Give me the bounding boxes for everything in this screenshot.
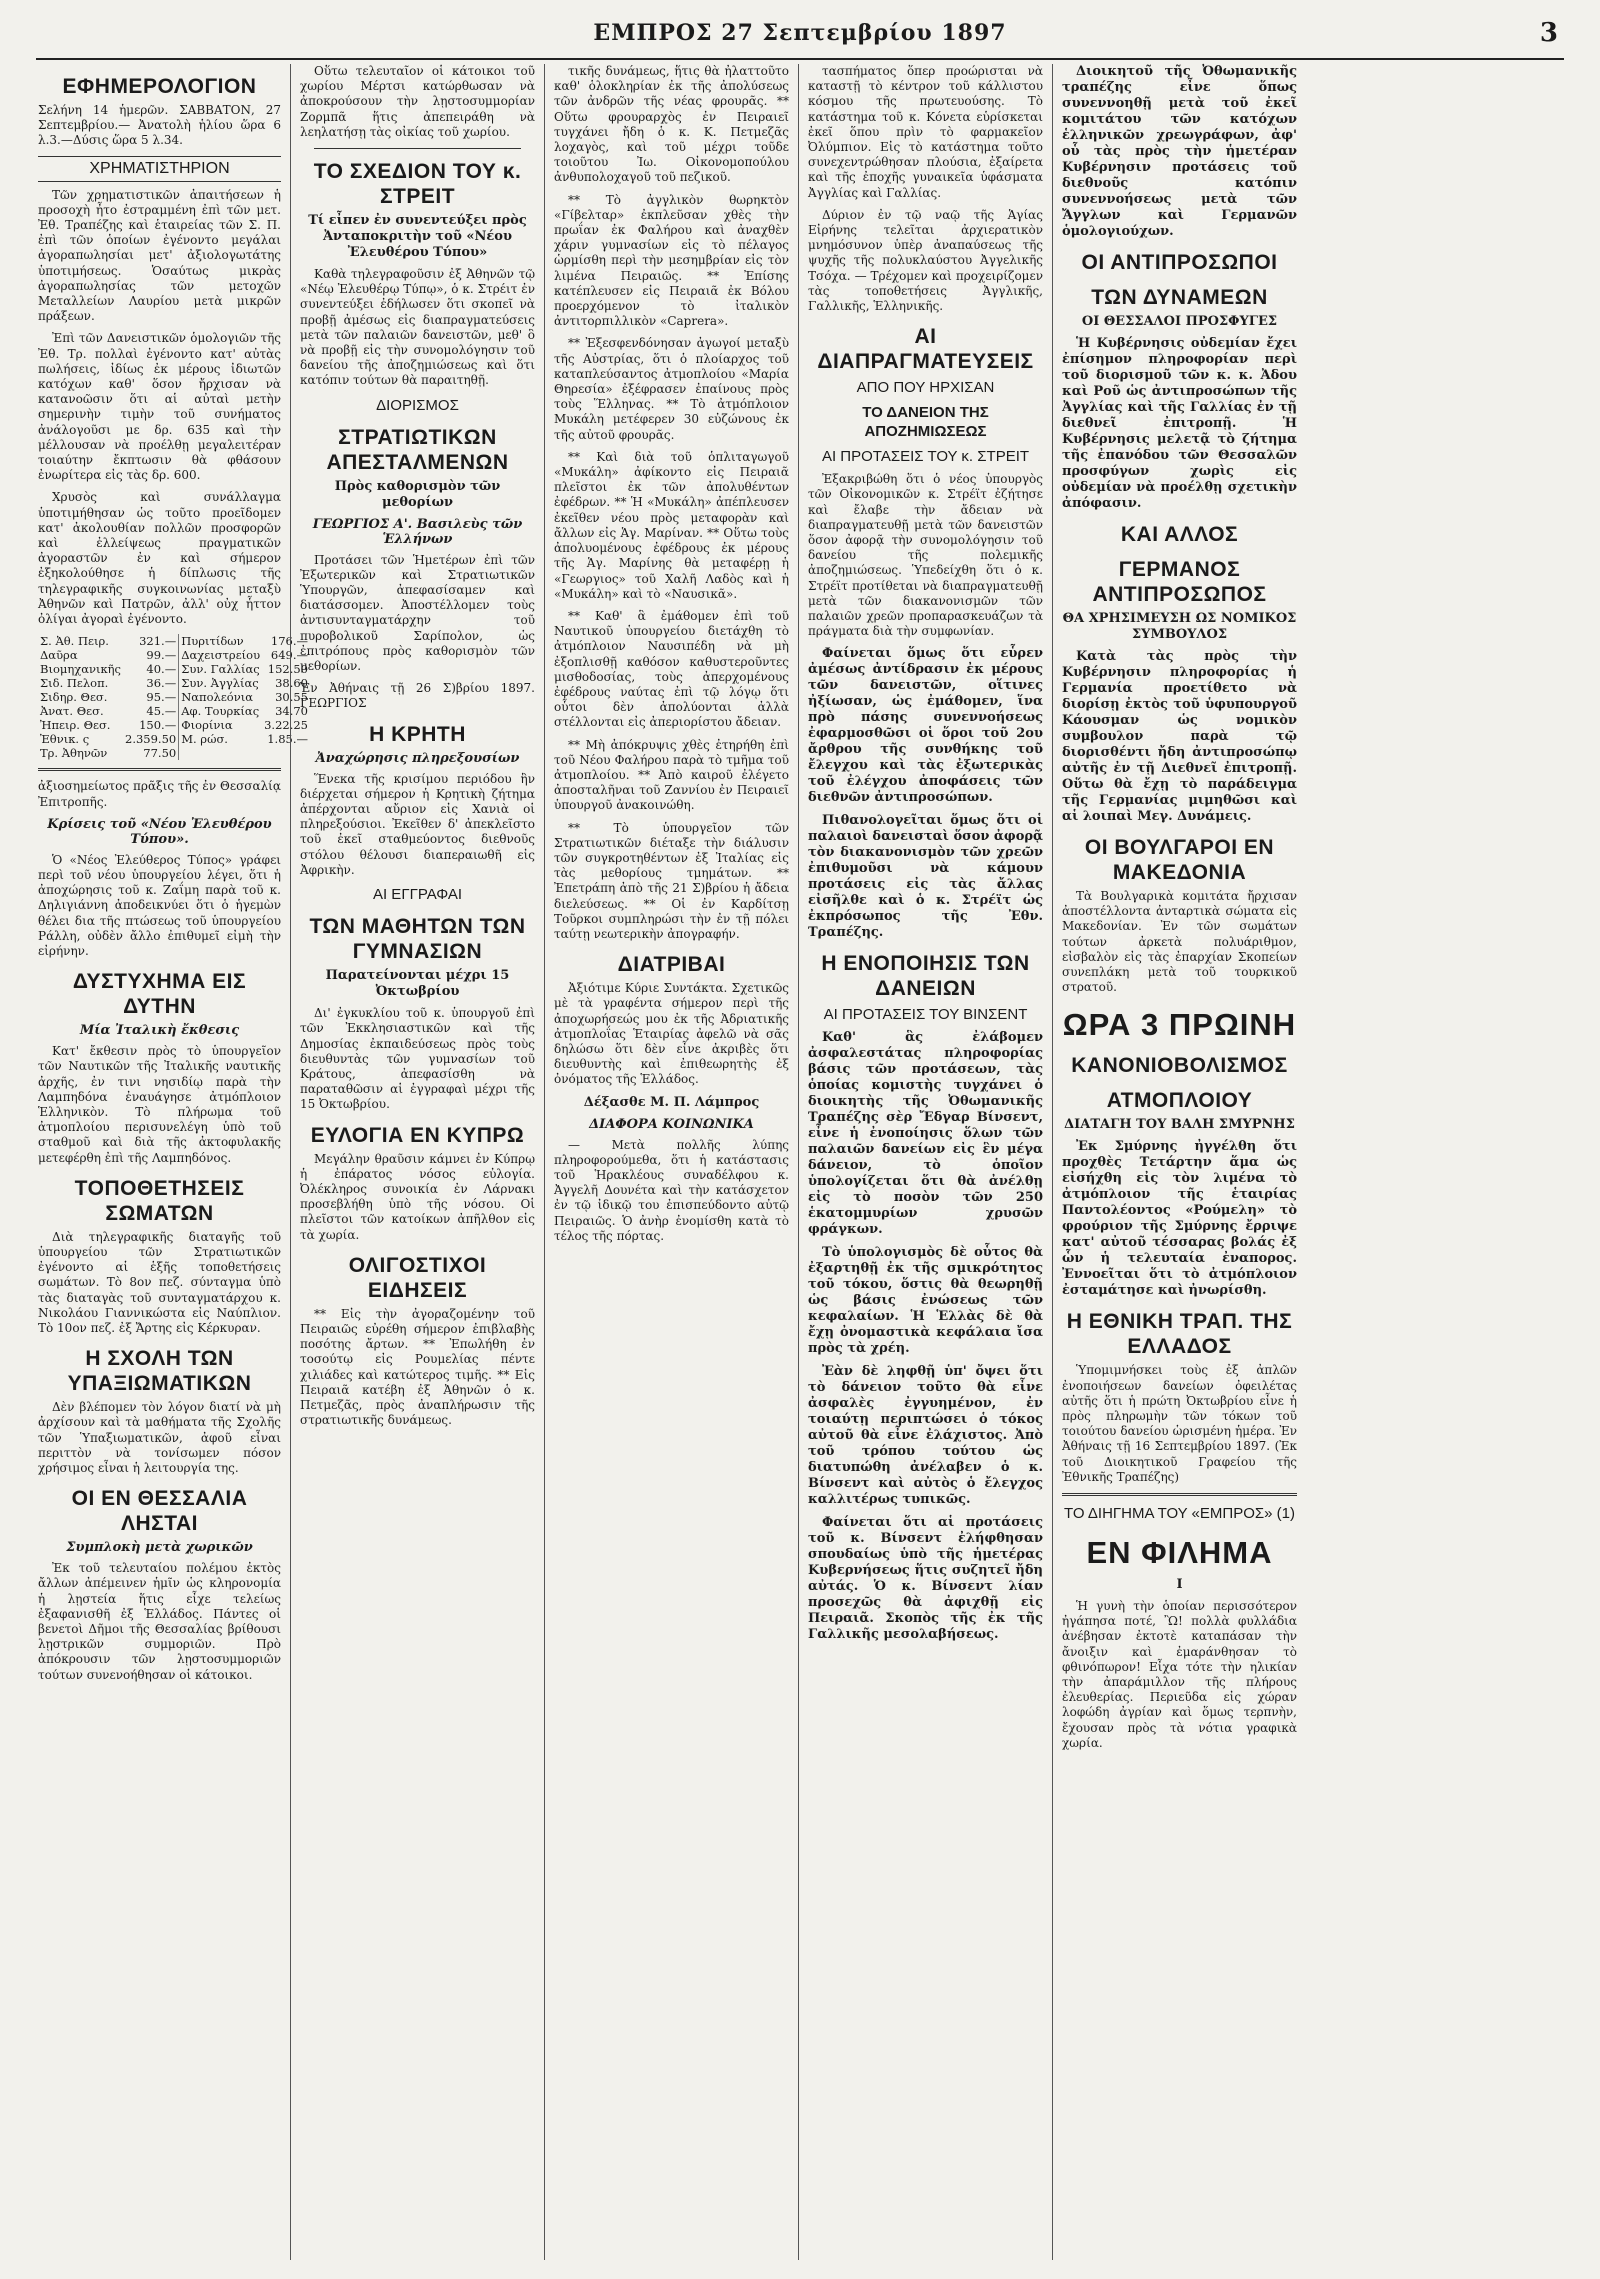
ephemeris-text: Σελήνη 14 ἡμερῶν. ΣΑΒΒΑΤΟΝ, 27 Σεπτεμβρίου.— Ἀνατολὴ ἡλίου ὥρα 6 λ.3.—Δύσις ὥρα 5 λ.34. — [38, 103, 281, 148]
unify-text-3: Ἐὰν δὲ ληφθῇ ὑπ' ὄψει ὅτι τὸ δάνειον τοῦτο θὰ εἶνε ἀσφαλὲς ἐγγυημένον, ἐν τοιαύτῃ περιπτώσει ὁ τόκος αὐτοῦ θὰ εἶνε ἐλάχιστος. Ἀπὸ τοῦ τρόπου τούτου ὡς διατυπώθη ἀνέλαβεν ὁ κ. Βίνσεντ καὶ αὐτὸς ὁ ἔλεγχος καλλιτέρως τυπικῶς. — [808, 1364, 1043, 1508]
thessaly-intro: ἀξιοσημείωτος πρᾶξις τῆς ἐν Θεσσαλίᾳ Ἐπιτροπῆς. — [38, 779, 281, 809]
price-value: 649.— — [270, 648, 308, 663]
headline-social: ΔΙΑΦΟΡΑ ΚΟΙΝΩΝΙΚΑ — [589, 1116, 754, 1132]
headline-national-bank: Η ΕΘΝΙΚΗ ΤΡΑΠ. ΤΗΣ ΕΛΛΑΔΟΣ — [1066, 1310, 1293, 1359]
headline-bulgarians: ΟΙ ΒΟΥΛΓΑΡΟΙ ΕΝ ΜΑΚΕΔΟΝΙΑ — [1084, 836, 1275, 884]
price-value: 45.— — [123, 704, 179, 718]
price-value: 38.60 — [275, 676, 308, 691]
headline-robbers: ΟΙ ΕΝ ΘΕΣΣΑΛΙΑ ΛΗΣΤΑΙ — [71, 1487, 248, 1536]
price-table — [38, 634, 310, 760]
news-text-1: τικῆς δυνάμεως, ἥτις θὰ ἠλαττοῦτο καθ' ὁλοκληρίαν ἐκ τῆς ἀπολύσεως τῶν ἀνδρῶν τῆς νέας φρουρᾶς. ** Οὕτω φρουραρχὸς ἐν Πειραιεῖ τυγχάνει ἤδη ὁ κ. Κ. Πετμεζᾶς λοχαγὸς, καὶ τοῦ μέχρι τοῦδε τοιοῦτου Ἰω. Οἰκονομοπούλου ἀνθυπολοχαγοῦ τοῦ πεζικοῦ. — [554, 64, 789, 185]
headline-school: Η ΣΧΟΛΗ ΤΩΝ ΥΠΑΞΙΩΜΑΤΙΚΩΝ — [67, 1347, 252, 1396]
column-2 — [290, 64, 544, 2260]
price-label: Βιομηχανικῆς — [40, 662, 121, 677]
loan-bold-block — [808, 646, 1043, 941]
decree-text: Προτάσει τῶν Ἡμετέρων ἐπὶ τῶν Ἐξωτερικῶν καὶ Στρατιωτικῶν Ὑπουργῶν, ἀπεφασίσαμεν καὶ διατάσσομεν. Ἀποστέλλομεν τοὺς ἀντισυνταγματάρχην τοῦ πυροβολικοῦ Σαρίπολον, ὡς ἐπιτρόπους πρὸς καθορισμὸν τῶν μεθορίων. — [300, 552, 535, 674]
subhead-decree: Πρὸς καθορισμὸν τῶν μεθορίων — [334, 478, 501, 510]
price-label: Τρ. Ἀθηνῶν — [40, 746, 108, 761]
intro-text: Οὕτω τελευταῖον οἱ κάτοικοι τοῦ χωρίου Μέρτσι κατώρθωσαν νὰ ἀποκρούσουν τὴν λῃστοσυμμορίαν Ζορμπᾶ ἥτις ἀπεπειράθη νὰ λεηλατήσῃ τὰς οἰκίας τοῦ χωρίου. — [300, 64, 535, 139]
story-text: Ἡ γυνὴ τὴν ὁποίαν περισσότερον ἠγάπησα ποτέ, Ὢ! πολλὰ φυλλάδια ἀνέβησαν ἐκτοτὲ καταπάσαν τὴν ἄνοιξιν καὶ ἐμαράνθησαν τὸ φθινόπωρον! Εἶχα τότε τὴν ηλικίαν τὴν ἀπαράμιλλον τῆς πλήρους ἐλευθερίας. Περιεῦδα εἰς χώραν λοφώδη ἀγρίαν καὶ ὅμως τερπνὴν, ἔχουσαν πρὸς τὰ νότια γραφικὰ χωρία. — [1062, 1599, 1297, 1750]
headline-crete: Η ΚΡΗΤΗ — [369, 722, 466, 746]
headline-gymnasium-students: ΤΩΝ ΜΑΘΗΤΩΝ ΤΩΝ ΓΥΜΝΑΣΙΩΝ — [309, 915, 526, 964]
price-row — [38, 676, 310, 690]
subhead-crete: Ἀναχώρησις πληρεξουσίων — [315, 750, 520, 766]
column-3 — [544, 64, 798, 2260]
subhead-streit-plan: Τί εἶπεν ἐν συνεντεύξει πρὸς Ἀνταποκριτὴν τοῦ «Νέου Ἐλευθέρου Τύπου» — [308, 213, 527, 261]
column-1 — [36, 64, 308, 2260]
price-value: 152.50 — [267, 662, 308, 677]
subhead-disaster: Μία Ἰταλικὴ ἔκθεσις — [79, 1023, 240, 1039]
price-value: 1.85.— — [267, 732, 308, 747]
price-value: 34.70 — [275, 704, 308, 719]
headline-cannonade: ΚΑΝΟΝΙΟΒΟΛΙΣΜΟΣ — [1071, 1054, 1288, 1078]
unify-text-4: Φαίνεται ὅτι αἱ προτάσεις τοῦ κ. Βίνσεντ ἐλήφθησαν σπουδαίως ὑπὸ τῆς ἡμετέρας Κυβερνήσεως ἥτις συζητεῖ ἤδη αὐτάς. Ὁ κ. Βίνσεντ λίαν προσεχῶς θὰ ἀφιχθῇ εἰς Πειραιᾶ. Σκοπὸς τῆς ἐκ τῆς Γαλλικῆς μεσολαβήσεως. — [808, 1515, 1043, 1643]
price-label: Ἠπειρ. Θεσ. — [40, 718, 111, 733]
price-row — [38, 746, 310, 760]
headline-german-representative: ΓΕΡΜΑΝΟΣ ΑΝΤΙΠΡΟΣΩΠΟΣ — [1092, 558, 1267, 606]
subhead-smyrna-order: ΔΙΑΤΑΓΗ ΤΟΥ ΒΑΛΗ ΣΜΥΡΝΗΣ — [1064, 1117, 1295, 1133]
german-text: Κατὰ τὰς πρὸς τὴν Κυβέρνησιν πληροφορίας ἡ Γερμανία προετίθετο νὰ διορίσῃ ἐκτὸς τοῦ ὑφυπουργοῦ Κάουσμαν ὡς νομικὸν συμβουλον παρὰ τῷ διορισθέντι ἤδη ἀντιπροσώπῳ αὐτῆς ἐν τῇ Διεθνεῖ ἐπιτροπῇ. Οὕτω θὰ ἔχῃ τὸ παράδειγμα τῆς Γερμανίας μιμηθῶσι καὶ αἱ λοιπαὶ Μεγ. Δυνάμεις. — [1062, 649, 1297, 824]
headline-disaster: ΔΥΣΤΥΧΗΜΑ ΕΙΣ ΔΥΤΗΝ — [72, 970, 247, 1019]
headline-diatribes: ΔΙΑΤΡΙΒΑΙ — [617, 953, 726, 977]
cyprus-text: Μεγάλην θραῦσιν κάμνει ἐν Κύπρῳ ἡ ἐπάρατος νόσος εὐλογία. Ὀλέκληρος συνοικία ἐν Λάρνακι προσεβλήθη ὑπὸ τῆς νόσου. Οἱ πλεῖστοι τῶν κατοίκων ἀπῆλθον εἰς τὰ χωρία. — [300, 1151, 535, 1242]
news-text-3: ** Ἐξεσφενδόνησαν ἀγωγοί μεταξὺ τῆς Αὐστρίας, ὅτι ὁ πλοίαρχος τοῦ καταπλεύσαντος ἀτμοπλοίου «Μαρία Θηρεσία» ἐξέφρασεν ἐπαίνους πρὸς τοὺς Ἕλληνας. ** Τὸ ἀτμόπλοιον Μυκάλη μετέφερεν 30 εὐζώνους ἐκ τῆς αὐτοῦ φρουρᾶς. — [554, 336, 789, 442]
crete-text: Ἕνεκα τῆς κρισίμου περιόδου ἣν διέρχεται σήμερον ἡ Κρητικὴ ζήτημα ἀπέρχονται αὔριον εἰς Χανιὰ οἱ πληρεξούσιοι. Ἐκεῖθεν δ' ἀπεκλεῖστο τοῦ ἐκεῖ σταθμεύοντος διεθνοῦς στόλου θέλουσι διαπεραιωθῆ εἰς Ἀφρικὴν. — [300, 771, 535, 877]
loan-text-1: Ἐξακριβώθη ὅτι ὁ νέος ὑπουργὸς τῶν Οἰκονομικῶν κ. Στρέϊτ ἐζήτησε καὶ ἔλαβε τὴν ἄδειαν νὰ διαπραγματευθῇ μετὰ τῶν δανειστῶν ὅσον ἀφορᾷ τὴν συνομολόγησιν τοῦ δανείου τῆς πολεμικῆς ἀποζημιώσεως. Ὑπεδείχθη ὅτι ὁ κ. Στρέϊτ προτίθεται νὰ διαπραγματευθῇ μετὰ τῶν διακανονισμῶν τῶν παλαιῶν χρεῶν προπαρασκευάζων τὰ πράγματα διὰ τὴν συμφωνίαν. — [808, 472, 1043, 639]
subhead-enrollment: Παρατείνονται μέχρι 15 Ὀκτωβρίου — [325, 968, 510, 1000]
headline-streit-plan: ΤΟ ΣΧΕΔΙΟΝ ΤΟΥ κ. ΣΤΡΕΙΤ — [313, 160, 522, 209]
subhead-legal-advisor: ΘΑ ΧΡΗΣΙΜΕΥΣΗ ΩΣ ΝΟΜΙΚΟΣ ΣΥΜΒΟΥΛΟΣ — [1062, 611, 1297, 642]
news-text-7: ** Τὸ ὑπουργεῖον τῶν Στρατιωτικῶν διέταξε τὴν διάλυσιν τῶν συγκροτηθέντων ἐξ Ἰταλίας εἰς τὰς μεθορίους τμημάτων. ** Ἐπετράπη ἀπὸ τῆς 21 Σ)βρίου ἡ ἄδεια διελεύσεως. ** Οἱ ἐν Καρδίτσῃ Τοῦρκοι συμπληρώσι τὴν ἐν τῇ πόλει ταύτῃ νεωτερικὴν ἀπογραφήν. — [554, 820, 789, 941]
headline-steamship: ΑΤΜΟΠΛΟΙΟΥ — [1106, 1089, 1253, 1113]
headline-of-the-powers: ΤΩΝ ΔΥΝΑΜΕΩΝ — [1091, 286, 1268, 309]
headline-negotiations: ΑΙ ΔΙΑΠΡΑΓΜΑΤΕΥΣΕΙΣ — [817, 325, 1034, 374]
news-text-4: ** Καὶ διὰ τοῦ ὁπλιταγωγοῦ «Μυκάλη» ἀφίκοντο εἰς Πειραιᾶ πλεῖστοι ἐκ τῶν ἀπολυθέντων ἐφέδρων. ** Ἡ «Μυκάλη» ἀπέπλευσεν ἐκεῖθεν νέου πρὸς μεταφορὰν καὶ ἄλλων εἰς Ἁγ. Μαρίναν. ** Οὕτω τοὺς ἀπολυομένους ἐφέδρους ἐκ μέρους τῆς Ἁγ. Μαρίνης θὰ μεταφέρῃ ἡ «Γεωργιος» τοῦ Χαλῆ Λαδὸς καὶ ἡ «Μυκάλη» καὶ τὸ «Ναυσικᾶ». — [554, 449, 789, 601]
subhead-negotiations: ΑΠΟ ΠΟΥ ΗΡΧΙΣΑΝ — [856, 379, 995, 397]
issue-date: 27 Σεπτεμβρίου 1897 — [721, 20, 1007, 46]
price-value: 36.— — [123, 676, 179, 690]
price-row — [38, 662, 310, 676]
letter-signature: Δέξασθε Μ. Π. Λάμπρος — [583, 1094, 760, 1110]
masthead — [36, 14, 1564, 60]
headline-loan-unification: Η ΕΝΟΠΟΙΗΣΙΣ ΤΩΝ ΔΑΝΕΙΩΝ — [821, 952, 1030, 1001]
loan-text-2: Φαίνεται ὅμως ὅτι εὗρεν ἀμέσως ἀντίδρασιν ἐκ μέρους τῶν δανειστῶν, οἵτινες ἠξίωσαν, ὡς ἐμάθομεν, ἵνα πρὸ πάσης συνεννοήσεως ἐφαρμοσθῶσι οἱ ὅροι τοῦ 2ου ἄρθρου τῆς συνθήκης τοῦ ἔλεγχου καὶ τὰς ἐξωτερικὰς τοῦ ἐλέγχου ἀποφάσεις τῶν διεθνῶν ἀντιπροσώπων. — [808, 646, 1043, 806]
price-value: 95.— — [123, 690, 179, 704]
unify-text-2: Τὸ ὑπολογισμὸς δὲ οὗτος θὰ ἐξαρτηθῇ ἐκ τῆς σμικρότητος τοῦ τόκου, ὅστις θὰ θεωρηθῇ ὡς βάσις ἐνώσεως τῶν κεφαλαίων. Ἡ Ἑλλὰς δὲ θὰ ἔχῃ ὀνομαστικὰ κεφάλαια ἴσα πρὸς τὰ χρέη. — [808, 1245, 1043, 1357]
column-5 — [1052, 64, 1306, 2260]
price-row — [38, 732, 310, 746]
page-number: 3 — [1539, 18, 1558, 48]
headline-indemnity-loan: ΤΟ ΔΑΝΕΙΟΝ ΤΗΣ ΑΠΟΖΗΜΙΩΣΕΩΣ — [862, 404, 989, 441]
ottoman-bank-block — [1062, 64, 1297, 240]
german-block — [1062, 649, 1297, 825]
price-value: 30.55 — [275, 690, 308, 705]
news-text-5: ** Καθ' ἃ ἐμάθομεν ἐπὶ τοῦ Ναυτικοῦ ὑπουργείου διετάχθη τὸ ἀτμόπλοιον Ναυσιπέδη νὰ μὴ ἐξοπλισθῇ καθόσον καθυστεροῦντες μισθοδοσίας, τοὺς ἀπερχομένους ἐφέδρους ναύτας ἐπὶ τῷ λόγῳ ὅτι οὗτοι δὲν ἀπολύονται ἀλλὰ στέλλονται εἰς ἀπεριορίστου ἄδειαν. — [554, 608, 789, 730]
headline-brief-news: ΟΛΙΓΟΣΤΙΧΟΙ ΕΙΔΗΣΕΙΣ — [348, 1253, 487, 1302]
price-label: Δαχειστρείου — [181, 648, 261, 663]
price-value: 150.— — [123, 718, 179, 732]
ottoman-bank-text: Διοικητοῦ τῆς Ὀθωμανικῆς τραπέζης εἶνε ὅπως συνεννοηθῇ μετὰ τοῦ ἐκεῖ κομιτάτου τῶν κατόχων ἑλληνικῶν χρεωγράφων, ἀφ' οὗ τὰς πρὸς τὴν ἡμετέραν Κυβέρνησιν προτάσεις τοῦ διεθνοῦς κατόπιν συνεννοήσεως μετὰ τῶν Ἄγγλων καὶ Γερμανῶν ὁμολογιούχων. — [1062, 64, 1297, 239]
social-text: — Μετὰ πολλῆς λύπης πληροφορούμεθα, ὅτι ἡ κατάστασις τοῦ Ἡρακλέους συναδέλφου κ. Ἀγγελῆ Δουνέτα καὶ τὴν κατάσχετον ἐν τῷ ἰδικῷ του ἐπισπεύδοντο αὐτῷ Πειραιῶς. Ὁ ἀνὴρ ἐνομίσθη κατὰ τὸ τέλος τῆς πόρτας. — [554, 1137, 789, 1243]
brief-news-text: ** Εἰς τὴν ἀγοραζομένην τοῦ Πειραιῶς εὐρέθη σήμερον ἐπιβλαβὴς ποσότης ἄρτων. ** Ἐπωλήθη ἐν τοσούτῳ εἰς Ρουμελίας πέντε χιλιάδες καὶ κατώτερος τιμῆς. ** Εἰς Πειραιᾶ κατέβη ἐξ Ἀθηνῶν ὁ κ. Πετμεζᾶς, πρὸς ἀναπλήρωσιν τῆς στρατιωτικῆς δυνάμεως. — [300, 1306, 535, 1428]
headline-market: ΧΡΗΜΑΤΙΣΤΗΡΙΟΝ — [38, 156, 281, 182]
bank-text: Ὑπομιμνήσκει τοὺς ἐξ ἀπλῶν ἐνοποιήσεων δανείων ὀφειλέτας αὐτῆς ὅτι ἡ πρώτη Ὀκτωβρίου εἶνε ἡ πρὸς πληρωμὴν τῶν τόκων τοῦ τοιούτου δανείου ὡρισμένη ἡμέρα. Ἐν Ἀθήναις τῇ 16 Σεπτεμβρίου 1897. (Ἐκ τοῦ Διοικητικοῦ Γραφείου τῆς Ἐθνικῆς Τραπέζης) — [1062, 1363, 1297, 1484]
postings-text: Διὰ τηλεγραφικῆς διαταγῆς τοῦ ὑπουργείου τῶν Στρατιωτικῶν ἐγένοντο αἱ ἑξῆς τοποθετήσεις σωμάτων. Τὸ 8ον πεζ. σύνταγμα ὑπὸ τὰς διαταγὰς τοῦ συνταγματάρχου κ. Νικολάου Γιαννικώστα εἰς Ναύπλιον. Τὸ 10ον πεζ. ἐξ Ἄρτης εἰς Κέρκυραν. — [38, 1229, 281, 1335]
smyrna-block — [1062, 1139, 1297, 1299]
price-row — [38, 718, 310, 732]
subhead-thessalian-refugees: ΟΙ ΘΕΣΣΑΛΟΙ ΠΡΟΣΦΥΓΕΣ — [1081, 314, 1278, 329]
thessaly-text: Ὁ «Νέος Ἐλεύθερος Τύπος» γράφει περὶ τοῦ νέου ὑπουργείου λέγει, ὅτι ἡ ἀποχώρησις τοῦ κ. Ζαΐμη παρὰ τοῦ κ. Δηλιγιάννη ἀποδεικνύει ὅτι ὁ ἡγεμὼν θέλει δια τῆς πτώσεως τοῦ ὑπουργείου Ράλλη, οὐδὲν ἄλλο ἐπιθυμεῖ εἰμὴ τὴν εἰρήνην. — [38, 852, 281, 958]
headline-3am: ΩΡΑ 3 ΠΡΩΙΝΗ — [1062, 1007, 1297, 1043]
divider — [1062, 1493, 1297, 1496]
price-label: Δαῦρα — [40, 648, 78, 663]
headline-decree: ΔΙΟΡΙΣΜΟΣ — [376, 396, 459, 414]
headline-representatives: ΟΙ ΑΝΤΙΠΡΟΣΩΠΟΙ — [1081, 251, 1278, 274]
price-row — [38, 690, 310, 704]
masthead-title — [36, 20, 1564, 46]
streit-plan-text: Καθὰ τηλεγραφοῦσιν ἐξ Ἀθηνῶν τῷ «Νέῳ Ἐλευθέρῳ Τύπῳ», ὁ κ. Στρέιτ ἐν συνεντεύξει ἐδήλωσεν ὅτι σκοπεῖ νὰ προβῇ ἀμέσως εἰς διαπραγματεύσεις μετὰ τῶν παλαιῶν δανειστῶν, μεθ' ὃ νὰ προβῇ εἰς τὴν συνομολόγησιν τοῦ δανείου τῆς ἀποζημιώσεως καὶ ὅτι κατόπιν τούτων θὰ παραιτηθῇ. — [300, 267, 535, 388]
price-label: Φιορίνια — [181, 718, 233, 733]
subhead-vincent-proposals: ΑΙ ΠΡΟΤΑΣΕΙΣ ΤΟΥ ΒΙΝΣΕΝΤ — [823, 1006, 1028, 1024]
column-4 — [798, 64, 1052, 2260]
unify-bold-block — [808, 1030, 1043, 1643]
price-label: Σιδ. Πελοπ. — [40, 676, 109, 691]
market-paragraph-1: Τῶν χρηματιστικῶν ἀπαιτήσεων ἡ προσοχὴ ἦτο ἐστραμμένη ἐπὶ τῶν μετ. Ἐθ. Τραπέζης καὶ ἑταιρείας τῶν Σ. Π. ἐπὶ τῶν ὁποίων ἐγένοντο μεγάλαι ἀγοραπωλησίαι μετ' ἀξιολογωτάτης ὑποτιμήσεως. Ὁσαύτως μικρὰς ἀγοραπωλησίας τῶν μετοχῶν Μεταλλείων Λαυρίου μετὰ μικρῶν πράξεων. — [38, 187, 281, 324]
price-value: 3.22.25 — [264, 718, 308, 733]
market-paragraph-2: Ἐπὶ τῶν Δανειστικῶν ὁμολογιῶν τῆς Ἐθ. Τρ. πολλαὶ ἐγένοντο κατ' αὐτὰς πωλήσεις, ἰδίως ἐκ μέρους ἰδιωτῶν κατόχων καθ' ὅσον ἤρχισαν νὰ κατανοῶσιν ὅτι αἱ αὐταὶ μετὴν σημερινὴν τιμὴν τοῦ συνήματος ἀνάλογοῦσι με δρ. 635 καὶ τὴν μέλλουσαν νὰ προέλθῃ μεγαλειτέραν τοιαύτην ἔκπτωσιν θὰ φθάσουν ἐνωρίτερα εἰς τὰς δρ. 600. — [38, 331, 281, 483]
price-label: Ἀνατ. Θεσ. — [40, 704, 104, 719]
story-label: ΤΟ ΔΙΗΓΗΜΑ ΤΟΥ «ΕΜΠΡΟΣ» (1) — [1063, 1505, 1296, 1523]
price-label: Συν. Ἀγγλίας — [181, 676, 259, 691]
reps-block — [1062, 336, 1297, 512]
price-row — [38, 704, 310, 718]
price-label: Ναπολεόνια — [181, 690, 253, 705]
headline-ephemeris: ΕΦΗΜΕΡΟΛΟΓΙΟΝ — [62, 75, 257, 98]
price-label: Συν. Γαλλίας — [181, 662, 260, 677]
news-text-6: ** Μὴ ἀπόκρυψις χθὲς ἐτηρήθη ἐπὶ τοῦ Νέου Φαλήρου παρὰ τὸ τμῆμα τοῦ ἀτμοπλοίου. ** Ἀπὸ καιροῦ ἐλέγετο ἀποσταλῆναι τοῦ Ζαννίου ἐν Πειραιεῖ ὑπουργοῦ ἀνακοινώθη. — [554, 737, 789, 813]
price-value: 77.50 — [123, 746, 179, 760]
subhead-robbers: Συμπλοκὴ μετὰ χωρικῶν — [66, 1540, 253, 1556]
price-row — [38, 634, 310, 648]
loan-text-3: Πιθανολογεῖται ὅμως ὅτι οἱ παλαιοὶ δανεισταὶ ὅσον ἀφορᾷ τὸν διακανονισμὸν τῶν χρεῶν ἐπιθυμοῦσι νὰ κάμουν προτάσεις εἰς τὰς ἄλλας εἰσῆλθε καὶ ὁ κ. Στρέϊτ ὡς ἐκπρόσωπος τῆς Ἐθν. Τραπέζης. — [808, 813, 1044, 941]
divider — [314, 148, 521, 149]
price-label: Σιδηρ. Θεσ. — [40, 690, 108, 705]
robbers-text: Ἐκ τοῦ τελευταίου πολέμου ἐκτὸς ἄλλων ἀπέμεινεν ἡμῖν ὡς κληρονομία ἡ λῃστεία ἥτις εἶχε τελείως ἐξαφανισθῆ ἐξ Ἑλλάδος. Πάντες οἱ βενετοὶ Δῆμοι τῆς Θεσσαλίας βρίθουσι λῃστρικῶν συμμοριῶν. Πρὸ ἀπόκρουσιν τῶν λῃστοσυμμοριῶν τούτων συνενοήθησαν οἱ κάτοικοι. — [38, 1561, 281, 1682]
price-label: Πυριτίδων — [181, 634, 244, 649]
news-text-2: ** Τὸ ἀγγλικὸν θωρηκτὸν «Γίβελταρ» ἐκπλεῦσαν χθὲς τὴν πρωΐαν ἐκ Φαλήρου καὶ ἀναχθὲν χάριν γυμνασίων εἰς τὸ πέλαγος ὡρμίσθη περὶ τὴν μεσημβρίαν εἰς τὸν λιμένα Πειραιῶς. ** Ἐπίσης κατέπλευσεν εἰς Πειραιᾶ ἐκ Βόλου προερχόμενον τὸ ἰταλικὸν ἀντιτορπιλλικὸν «Caprera». — [554, 192, 789, 329]
shop-text: τασπήματος ὅπερ προώρισται νὰ καταστῇ τὸ κέντρον τοῦ κάλλιστου κόσμου τῆς πρωτευούσης. Τὸ κατάστημα τοῦ κ. Κόνετα εὑρίσκεται ἐκεῖ ὅπου πρὶν τὸ φαρμακεῖον Ὀλύμπιον. Εἰς τὸ κατάστημα τοῦτο συνεχεντρώθησαν πλούσια, ἐξαίρετα καὶ τῆς ἐποχῆς γυναικεῖα ὑφάσματα Ἀγγλίας καὶ Γαλλίας. — [808, 64, 1043, 200]
price-value: 40.— — [123, 662, 179, 676]
price-label: Αφ. Τουρκίας — [181, 704, 260, 719]
unify-text-1: Καθ' ἃς ἐλάβομεν ἀσφαλεστάτας πληροφορίας βάσις τῶν προτάσεων, τὰς ὁποίας κομιστὴς τυγχάνει ὁ διοικητὴς τῆς Ὀθωμανικῆς Τραπέζης σὲρ Ἔδγαρ Βίνσεντ, εἶνε ἡ ἐνοποίησις ὅλων τῶν παλαιῶν δανείων εἰς ἓν μέγα δάνειον, τὸ ὁποῖον ὑπολογίζεται ὅτι θὰ ἀνέλθῃ εἰς τὸ ποσὸν τῶν 250 ἑκατομμυρίων χρυσῶν φράγκων. — [808, 1030, 1043, 1238]
headline-cyprus: ΕΥΛΟΓΙΑ ΕΝ ΚΥΠΡΩ — [310, 1123, 525, 1147]
enrollment-text: Δι' ἐγκυκλίου τοῦ κ. ὑπουργοῦ ἐπὶ τῶν Ἐκκλησιαστικῶν καὶ τῆς Δημοσίας ἐκπαιδεύσεως πρὸς τοὺς διευθυντὰς τῶν γυμνασίων τοῦ Κράτους, ἀπεφασίσθη νὰ παραταθῶσιν αἱ ἐγγραφαὶ μέχρι τῆς 15 Ὀκτωβρίου. — [300, 1006, 535, 1112]
headline-postings: ΤΟΠΟΘΕΤΗΣΕΙΣ ΣΩΜΑΤΩΝ — [74, 1176, 245, 1225]
disaster-text: Κατ' ἔκθεσιν πρὸς τὸ ὑπουργεῖον τῶν Ναυτικῶν τῆς Ἰταλικῆς ναυτικῆς ἀρχῆς, ἐν τινι νησιδίῳ παρὰ τὴν Λαμπηδόνα ἐναυάγησε ἀτμόπλοιον Ἑλληνικὸν. Τὸ πλήρωμα τοῦ ἀτμοπλοίου περισυνελέγη ὑπὸ τοῦ σταθμοῦ καὶ διὰ τῆς ἀκτοφυλακῆς μετεφέρθη ἐπὶ τῆς Λαμπηδόνος. — [38, 1044, 281, 1165]
price-label: Σ. Ἀθ. Πειρ. — [40, 634, 109, 649]
price-label — [179, 746, 262, 760]
subhead-new-free-press: Κρίσεις τοῦ «Νέου Ἐλευθέρου Τύπου». — [47, 816, 272, 847]
market-paragraph-3: Χρυσὸς καὶ συνάλλαγμα ὑποτιμήθησαν ὡς τοῦτο προεῖδομεν κατ' ἀκολουθίαν πολλῶν προσφορῶν καὶ ἐλλείψεως πραγματικῶν ἀγοραστῶν ἐν καὶ σήμερον ἐξηκολούθησε ἡ δίπλωσις τῆς τηλεγραφικῆς συγκοινωνίας μεταξὺ Ἀθηνῶν καὶ Πατρῶν, ἀλλ' οὐχ ἧττον ὀλίγαι ἀγοραὶ ἐγένοντο. — [38, 490, 281, 627]
reps-text: Ἡ Κυβέρνησις οὐδεμίαν ἔχει ἐπίσημον πληροφορίαν περὶ τοῦ διορισμοῦ τῶν κ. κ. Ἀδου καὶ Ροῦ ὡς ἀντιπροσώπων τῆς Ἀγγλίας καὶ τῆς Γαλλίας ἐν τῇ διεθνεῖ ἐπιτροπῇ. Ἡ Κυβέρνησις μελετᾷ τὸ ζήτημα τῆς ἐπανόδου τῶν Θεσσαλῶν προσφύγων χωρὶς εἰς οὐδεμίαν νὰ προέλθῃ σχετικὴν ἀπόφασιν. — [1062, 336, 1297, 511]
memorial-text: Δύριον ἐν τῷ ναῷ τῆς Ἁγίας Εἰρήνης τελεῖται ἀρχιερατικὸν μνημόσυνον ὑπὲρ ἀναπαύσεως τῆς ψυχῆς τῆς πολυκλαύστου Ἀγγελικῆς Τσόχα. — Τρέχομεν καὶ προχειρίζομεν τὰς τοποθετήσεις Ἀγγλικῆς, Γαλλικῆς, Ἑλληνικῆς. — [808, 207, 1043, 314]
price-value: 176.— — [270, 634, 308, 649]
decree-king: ΓΕΩΡΓΙΟΣ Α'. Βασιλεὺς τῶν Ἑλλήνων — [312, 516, 523, 547]
headline-military-envoys: ΣΤΡΑΤΙΩΤΙΚΩΝ ΑΠΕΣΤΑΛΜΕΝΩΝ — [326, 425, 509, 474]
paper-name: ΕΜΠΡΟΣ — [593, 20, 713, 46]
smyrna-text: Ἐκ Σμύρνης ἠγγέλθη ὅτι προχθὲς Τετάρτην ἅμα ὡς εἰσήχθη εἰς τὸν λιμένα τὸ ἀτμόπλοιον τῆς ἑταιρίας Παντολέοντος «Ρούμελη» τὸ φρούριον τῆς Σμύρνης ἔρριψε κατ' αὐτοῦ τέσσαρας βολάς ἐξ ὧν ἡ τελευταία ἐναπορος. Ἐννοεῖται ὅτι τὸ ἀτμόπλοιον ἐσταμάτησε καὶ ἠνωρίσθη. — [1062, 1139, 1297, 1299]
headline-enrollment: ΑΙ ΕΓΓΡΑΦΑΙ — [372, 886, 463, 904]
price-row — [38, 648, 310, 662]
columns — [36, 64, 1564, 2260]
headline-a-kiss: ΕΝ ΦΙΛΗΜΑ — [1086, 1535, 1273, 1571]
diatribe-text: Ἀξιότιμε Κύριε Συντάκτα. Σχετικῶς μὲ τὰ γραφέντα σήμερον περὶ τῆς ἀποχωρήσεώς μου ἐκ τῆς Ἀδριατικῆς ἀτμοπλοΐας Ἑταιρίας ἀφελῶ νὰ σᾶς δηλώσω ὅτι δὲν εἶνε ἀκριβὲς ὅτι διευθυντὴς καὶ ἐπιθεωρητὴς ἐξ ὀνόματος τῆς Ἑλλάδος. — [554, 981, 789, 1087]
divider — [38, 768, 281, 771]
price-value: 99.— — [123, 648, 179, 662]
school-text: Δὲν βλέπομεν τὸν λόγον διατί νὰ μὴ ἀρχίσουν καὶ τὰ μαθήματα τῆς Σχολῆς τῶν Ὑπαξιωματικῶν, ἀφοῦ εἶναι περιττὸν νὰ τονίσωμεν πόσον χρήσιμος εἶναι ἡ λειτουργία της. — [38, 1400, 281, 1475]
price-label: Μ. ρώσ. — [181, 732, 228, 747]
price-label: Ἐθνικ. ς — [40, 732, 90, 747]
subhead-streit-proposals: ΑΙ ΠΡΟΤΑΣΕΙΣ ΤΟΥ κ. ΣΤΡΕΙΤ — [821, 448, 1030, 466]
price-value: 321.— — [123, 634, 179, 648]
bulgarians-text: Τὰ Βουλγαρικὰ κομιτάτα ἤρχισαν ἀποστέλλοντα ἀνταρτικὰ σώματα εἰς Μακεδονίαν. Ἐν τῶν σωμάτων τούτων ἀρκετὰ πολυάριθμον, εἰσβαλὸν εἰς τὰς ἐπαρχίαν Σκοπείων συνεπλάκη μετὰ τοῦ τουρκικοῦ στρατοῦ. — [1062, 889, 1297, 995]
headline-another: ΚΑΙ ΑΛΛΟΣ — [1120, 523, 1239, 546]
decree-signature: Ἐν Ἀθήναις τῇ 26 Σ)βρίου 1897. ΓΕΩΡΓΙΟΣ — [300, 681, 535, 711]
story-chapter: Ι — [1176, 1577, 1183, 1593]
price-value: 2.359.50 — [123, 732, 179, 746]
